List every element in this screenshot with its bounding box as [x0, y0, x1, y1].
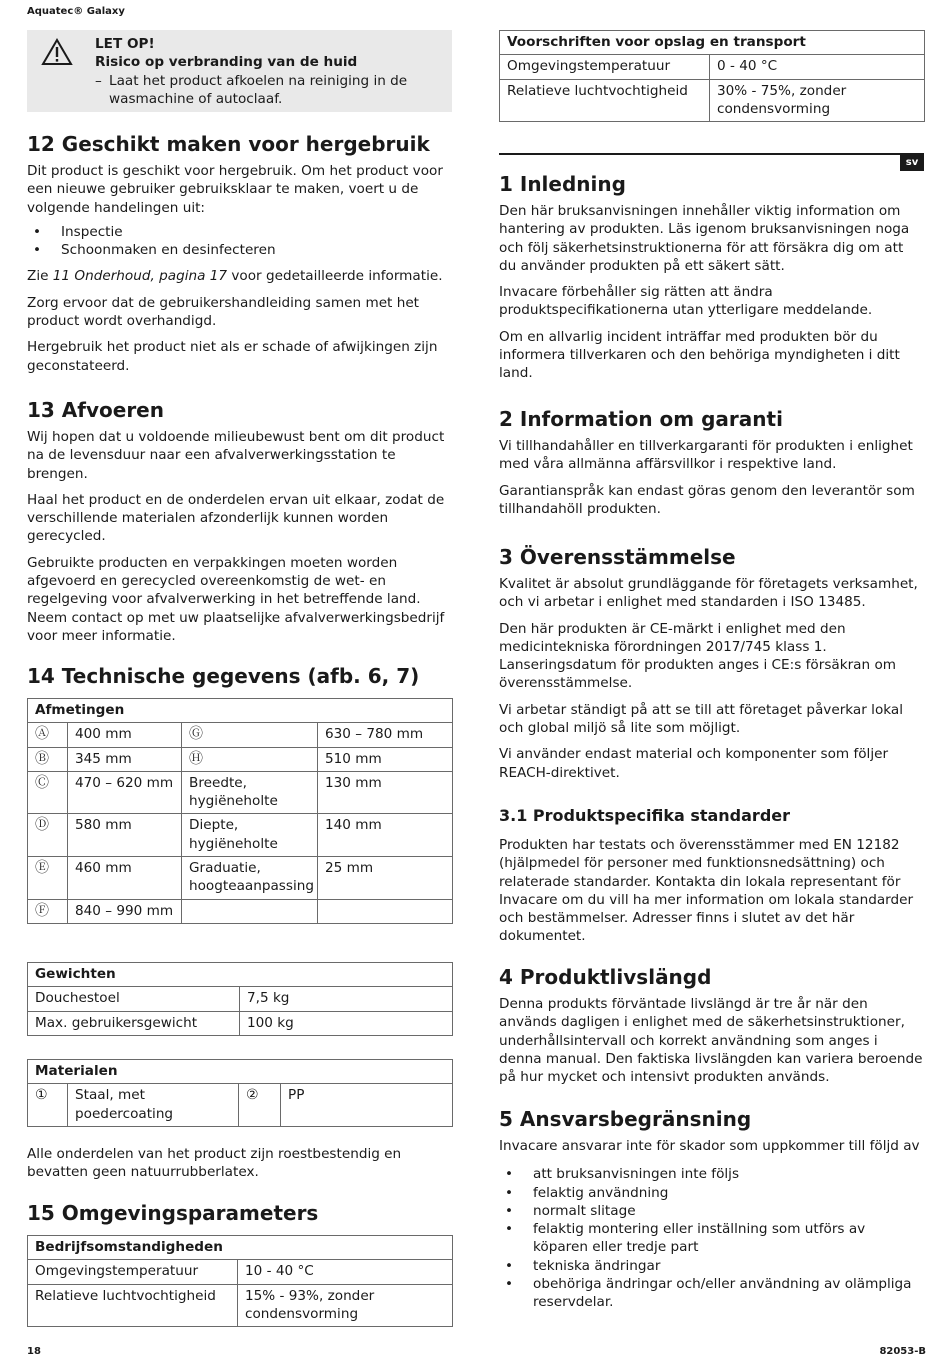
section-3-1 [499, 806, 924, 946]
section-14-heading: 14 Technische gegevens (afb. 6, 7) [27, 664, 420, 688]
table-row: Omgevingstemperatuur 10 - 40 °C [28, 1260, 453, 1284]
table-row: Relatieve luchtvochtigheid 15% - 93%, zonder condensvorming [28, 1284, 453, 1327]
notice-title: LET OP! [95, 36, 155, 52]
table-row: Ⓕ 840 – 990 mm [28, 899, 453, 923]
notice-item-line1: Laat het product afkoelen na reiniging in de [109, 72, 408, 89]
table-row: Max. gebruikersgewicht 100 kg [28, 1011, 453, 1035]
section-4-heading: 4 Produktlivslängd [499, 965, 712, 989]
table-title: Materialen [28, 1060, 453, 1084]
header-product-name: Aquatec® Galaxy [27, 6, 125, 17]
table-title: Afmetingen [28, 699, 453, 723]
section-5 [499, 1107, 924, 1312]
section-13-para-1: Wij hopen dat u voldoende milieubewust bent om dit product na de levensduur naar een afvalverwerkingsstation te brengen. [27, 429, 445, 482]
section-12-list [27, 223, 452, 260]
section-2-para-1: Vi tillhandahåller en tillverkargaranti för produkten i enlighet med våra allmänna affärsvillkor i respektive land. [499, 438, 913, 473]
table-row: Ⓐ 400 mm Ⓖ 630 – 780 mm [28, 723, 453, 747]
section-3-para-3: Vi arbetar ständigt på att se till att företaget påverkar lokal och global miljö så lite som möjligt. [499, 701, 903, 737]
section-12-para-2: Zorg ervoor dat de gebruikershandleiding samen met het product wordt overhandigd. [27, 294, 420, 330]
section-4-para-1: Denna produkts förväntade livslängd är tre år när den används dagligen i enlighet med de säkerhetsinstruktioner, underhållsintervall och korrekt användning som anges i denna manual. Den faktiska livslängden kan variera beroende på hur mycket och intensivt produkten används. [499, 996, 923, 1086]
table-row: Relatieve luchtvochtigheid 30% - 75%, zonder condensvorming [500, 79, 925, 122]
list-item: • normalt slitage [505, 1202, 636, 1219]
language-badge: sv [900, 155, 924, 171]
list-item: • att bruksanvisningen inte följs [505, 1166, 740, 1183]
section-3-para-2: Den här produkten är CE-märkt i enlighet med den medicintekniska förordningen 2017/745 klass 1. Lanseringsdatum för produkten anges i CE:s försäkran om överensstämmelse. [499, 620, 897, 692]
table-title: Bedrijfsomstandigheden [28, 1236, 453, 1260]
dimensions-table [27, 698, 453, 924]
language-divider [499, 153, 924, 155]
materials-table [27, 1059, 453, 1127]
section-3-1-heading: 3.1 Produktspecifika standarder [499, 806, 791, 825]
section-3-para-1: Kvalitet är absolut grundläggande för företagets verksamhet, och vi arbetar i enlighet med standarden i ISO 13485. [499, 576, 918, 611]
list-item: • felaktig användning [505, 1184, 669, 1201]
section-13-heading: 13 Afvoeren [27, 398, 164, 422]
notice-item [95, 72, 445, 109]
table-row: Ⓔ 460 mm Graduatie, hoogteaanpassing 25 mm [28, 857, 453, 900]
weights-table [27, 962, 453, 1036]
section-13-para-3: Gebruikte producten en verpakkingen moeten worden afgevoerd en gerecycled overeenkomstig de wet- en regelgeving voor afvalverwerking in het betreffende land. Neem contact op met uw plaatselijke afvalverwerkingsbedrijf voor meer informatie. [27, 554, 445, 644]
section-1-para-3: Om en allvarlig incident inträffar med produkten bör du informera tillverkaren och den behöriga myndigheten i ditt land. [499, 328, 900, 382]
table-row: Ⓓ 580 mm Diepte, hygiëneholte 140 mm [28, 814, 453, 857]
section-12-reference: Zie 11 Onderhoud, pagina 17 voor gedetailleerde informatie. [27, 268, 443, 285]
section-1 [499, 172, 924, 383]
list-item: • Inspectie [33, 223, 123, 240]
section-4 [499, 965, 924, 1086]
table-row: Ⓑ 345 mm Ⓗ 510 mm [28, 747, 453, 771]
materials-note: Alle onderdelen van het product zijn roestbestendig en bevatten geen natuurrubberlatex. [27, 1146, 402, 1181]
warning-notice [27, 30, 452, 112]
section-3-heading: 3 Överensstämmelse [499, 545, 736, 569]
table-title: Voorschriften voor opslag en transport [500, 31, 925, 55]
warning-triangle-icon [41, 38, 73, 66]
section-3-1-para-1: Produkten har testats och överensstämmer med EN 12182 (hjälpmedel för personer med funktionsnedsättning) och relaterade standarder. Kontakta din lokala representant för Invacare om du vill ha mer information om lokala standarder och bestämmelser. Adresser finns i slutet av det här dokumentet. [499, 837, 914, 945]
section-1-para-2: Invacare förbehåller sig rätten att ändra produktspecifikationerna utan ytterligare meddelande. [499, 284, 873, 319]
dash-marker: – [95, 72, 102, 89]
section-2-heading: 2 Information om garanti [499, 407, 783, 431]
section-12-intro: Dit product is geschikt voor hergebruik. Om het product voor een nieuwe gebruiker gebruiksklaar te maken, voert u de volgende handelingen uit: [27, 163, 443, 216]
section-2 [499, 407, 924, 518]
section-15-heading: 15 Omgevingsparameters [27, 1201, 319, 1225]
section-1-heading: 1 Inledning [499, 172, 626, 196]
table-title: Gewichten [28, 963, 453, 987]
operating-conditions-table [27, 1235, 453, 1327]
table-row: ① Staal, met poedercoating ② PP [28, 1084, 453, 1127]
storage-transport-table [499, 30, 925, 122]
list-item: • felaktig montering eller inställning som utförs av köparen eller tredje part [505, 1221, 866, 1256]
notice-subtitle: Risico op verbranding van de huid [95, 54, 358, 71]
list-item: • Schoonmaken en desinfecteren [33, 242, 276, 259]
section-5-intro: Invacare ansvarar inte för skador som uppkommer till följd av [499, 1138, 920, 1154]
section-13-para-2: Haal het product en de onderdelen ervan uit elkaar, zodat de verschillende materialen afzonderlijk kunnen worden gerecycled. [27, 491, 445, 545]
section-2-para-2: Garantianspråk kan endast göras genom den leverantör som tillhandahöll produkten. [499, 482, 915, 517]
table-row: Omgevingstemperatuur 0 - 40 °C [500, 55, 925, 79]
list-item: • obehöriga ändringar och/eller användning av olämpliga reservdelar. [505, 1276, 912, 1311]
page-number: 18 [27, 1346, 41, 1357]
section-1-para-1: Den här bruksanvisningen innehåller viktig information om hantering av produkten. Läs igenom bruksanvisningen noga och följ säkerhetsinstruktionerna för att försäkra dig om att du använder produkten på ett säkert sätt. [499, 203, 910, 274]
section-12-para-3: Hergebruik het product niet als er schade of afwijkingen zijn geconstateerd. [27, 339, 438, 374]
table-row: Ⓒ 470 – 620 mm Breedte, hygiëneholte 130 mm [28, 771, 453, 814]
section-5-heading: 5 Ansvarsbegränsning [499, 1107, 752, 1131]
section-12 [27, 132, 452, 375]
document-code: 82053-B [879, 1346, 926, 1357]
section-5-list [499, 1165, 924, 1311]
section-13 [27, 398, 452, 645]
notice-item-line2: wasmachine of autoclaaf. [109, 90, 283, 107]
section-3-para-4: Vi använder endast material och komponenter som följer REACH-direktivet. [499, 746, 889, 781]
section-12-heading: 12 Geschikt maken voor hergebruik [27, 132, 430, 156]
cross-reference-link[interactable]: 11 Onderhoud, pagina 17 [52, 268, 228, 285]
table-row: Douchestoel 7,5 kg [28, 987, 453, 1011]
list-item: • tekniska ändringar [505, 1257, 661, 1274]
section-3 [499, 545, 924, 782]
